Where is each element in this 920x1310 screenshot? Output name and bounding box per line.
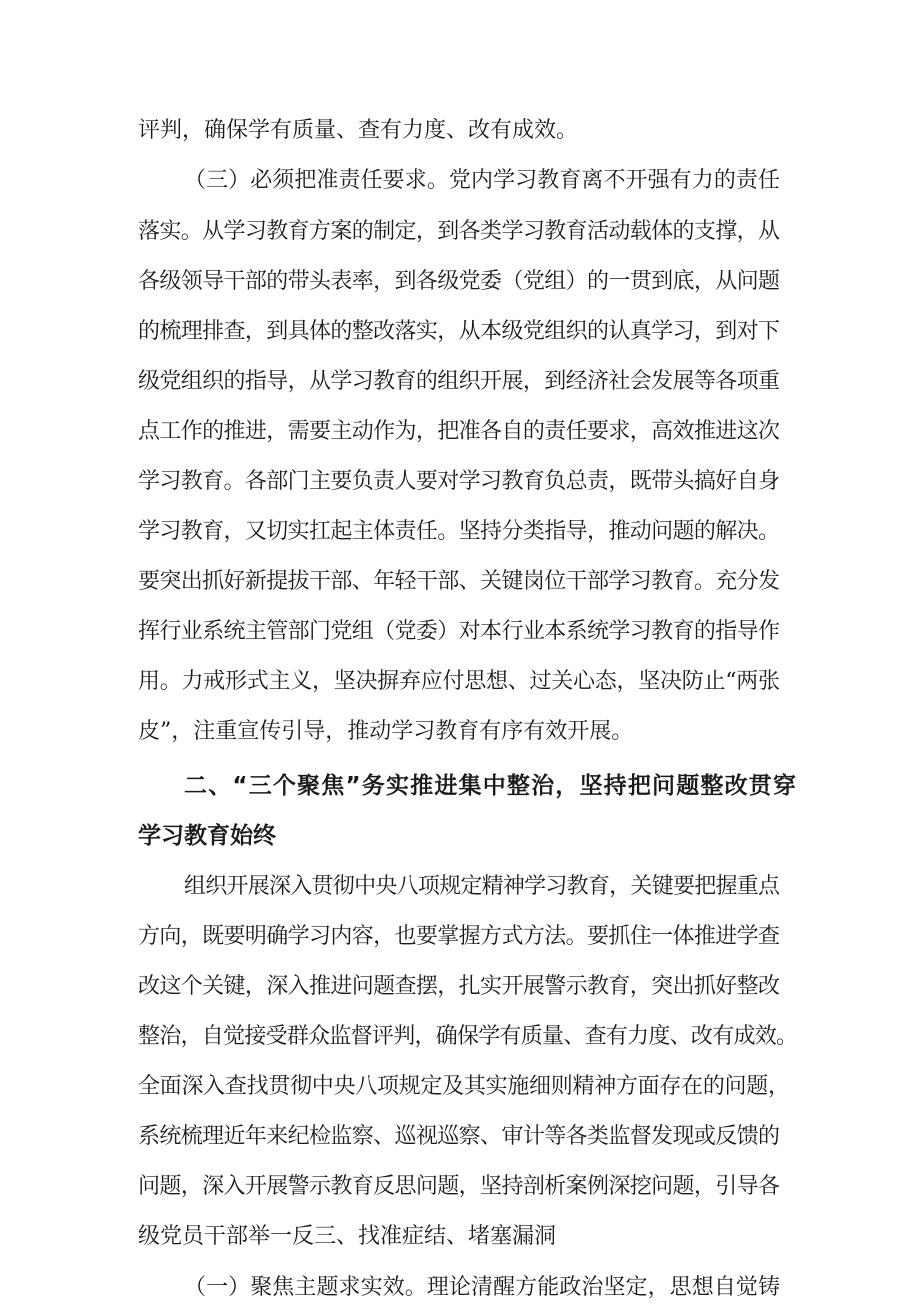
text-line: 改这个关键，深入推进问题查摆，扎实开展警示教育，突出抓好整改 [138,974,780,999]
section-heading-continued: 学习教育始终 [138,823,276,849]
text-line: 级党组织的指导，从学习教育的组织开展，到经济社会发展等各项重 [138,369,780,394]
text-line: 学习教育。各部门主要负责人要对学习教育负总责，既带头搞好自身 [138,469,780,494]
text-line: 问题，深入开展警示教育反思问题，坚持剖析案例深挖问题，引导各 [138,1174,780,1199]
text-line: 整治，自觉接受群众监督评判，确保学有质量、查有力度、改有成效。 [138,1024,798,1049]
text-line: 点工作的推进，需要主动作为，把准各自的责任要求，高效推进这次 [138,419,780,444]
text-line: 评判，确保学有质量、查有力度、改有成效。 [138,118,579,143]
section-heading: 二、“三个聚焦”务实推进集中整治，坚持把问题整改贯穿 [184,773,798,799]
text-line: 落实。从学习教育方案的制定，到各类学习教育活动载体的支撑，从 [138,219,780,244]
text-line: 要突出抓好新提拔干部、年轻干部、关键岗位干部学习教育。充分发 [138,569,780,594]
text-line: 各级领导干部的带头表率，到各级党委（党组）的一贯到底，从问题 [138,269,780,294]
text-line: 学习教育，又切实扛起主体责任。坚持分类指导，推动问题的解决。 [138,519,780,544]
text-line: 全面深入查找贯彻中央八项规定及其实施细则精神方面存在的问题， [138,1074,790,1099]
text-line: 级党员干部举一反三、找准症结、堵塞漏洞 [138,1224,557,1249]
text-line: 皮”，注重宣传引导，推动学习教育有序有效开展。 [138,719,634,744]
paragraph-3-first-line: （三）必须把准责任要求。党内学习教育离不开强有力的责任 [184,168,781,193]
text-line: 用。力戒形式主义，坚决摒弃应付思想、过关心态，坚决防止“两张 [138,669,780,694]
text-line: 的梳理排查，到具体的整改落实，从本级党组织的认真学习，到对下 [138,319,780,344]
text-line: 系统梳理近年来纪检监察、巡视巡察、审计等各类监督发现或反馈的 [138,1124,780,1149]
paragraph-first-line: 组织开展深入贯彻中央八项规定精神学习教育，关键要把握重点 [184,874,780,899]
subsection-first-line: （一）聚焦主题求实效。理论清醒方能政治坚定，思想自觉铸 [184,1275,781,1300]
text-line: 挥行业系统主管部门党组（党委）对本行业本系统学习教育的指导作 [138,619,780,644]
text-line: 方向，既要明确学习内容，也要掌握方式方法。要抓住一体推进学查 [138,924,780,949]
